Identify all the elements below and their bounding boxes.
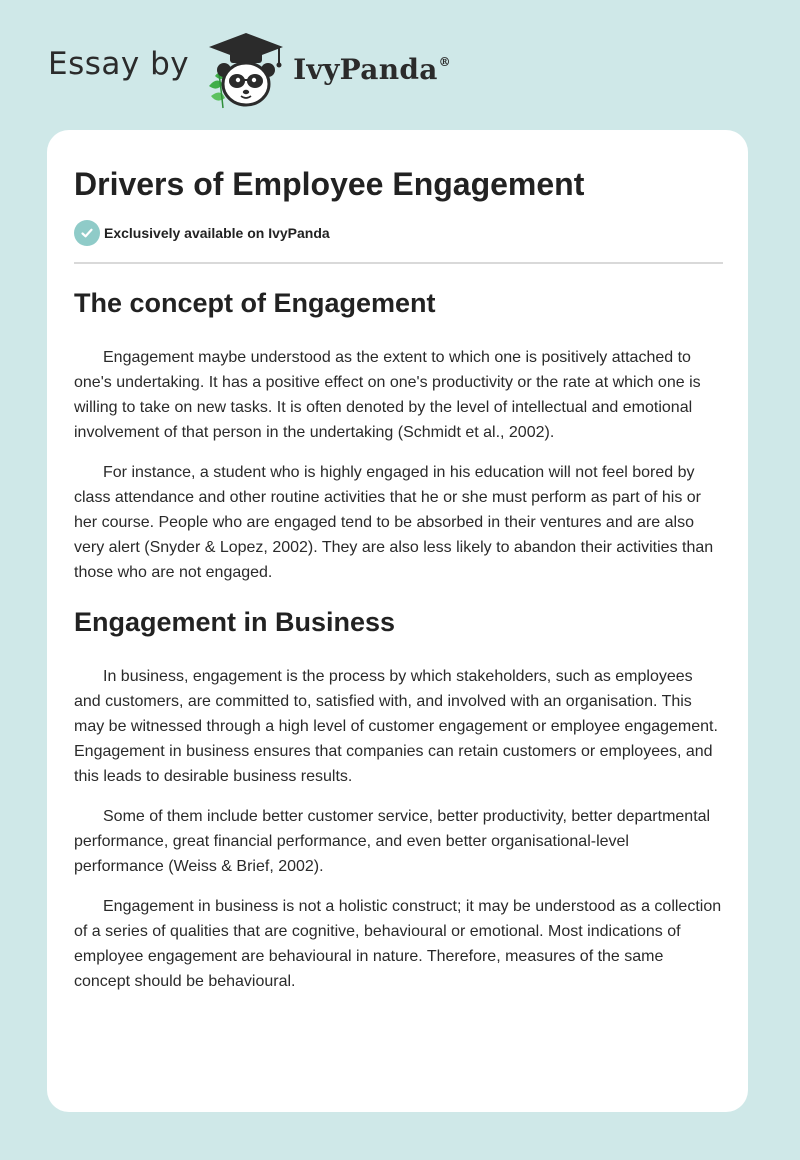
essay-card <box>47 130 748 1112</box>
ivypanda-logo-icon[interactable] <box>201 30 291 110</box>
exclusive-badge <box>74 220 723 246</box>
page-title: Drivers of Employee Engagement <box>74 166 585 202</box>
site-header <box>48 30 451 110</box>
paragraph: In business, engagement is the process by which stakeholders, such as employees and customers, are committed to, satisfied with, and involved with an organisation. This may be witnessed through a high level of customer engagement or employee engagement. Engagement in business ensures that companies can retain customers or employees, and this leads to desirable business results. <box>74 668 718 785</box>
registered-mark: ® <box>438 54 451 69</box>
essay-by-label: Essay by <box>48 46 190 82</box>
check-icon <box>74 220 100 246</box>
paragraph: For instance, a student who is highly engaged in his education will not feel bored by class attendance and other routine activities that he or she must perform as part of his or her course. People who are engaged tend to be absorbed in their ventures and are also very alert (Snyder & Lopez, 2002). They are also less likely to abandon their activities than those who are not engaged. <box>74 464 714 581</box>
brand-name[interactable]: IvyPanda® <box>293 52 451 86</box>
paragraph: Engagement maybe understood as the extent to which one is positively attached to one's undertaking. It has a positive effect on one's productivity or the rate at which one is willing to take on new tasks. It is often denoted by the level of intellectual and emotional involvement of that person in the undertaking (Schmidt et al., 2002). <box>74 349 701 441</box>
paragraph: Some of them include better customer service, better productivity, better departmental performance, great financial performance, and even better organisational-level performance (Weiss & Brief, 2002). <box>74 808 711 875</box>
section-heading-concept: The concept of Engagement <box>74 288 436 318</box>
exclusive-badge-label: Exclusively available on IvyPanda <box>104 225 330 241</box>
paragraph: Engagement in business is not a holistic construct; it may be understood as a collection of a series of qualities that are cognitive, behavioural or emotional. Most indications of employee engagement are behavioural in nature. Therefore, measures of the same concept should be behavioural. <box>74 898 722 990</box>
divider <box>74 262 723 264</box>
essay-content <box>74 164 723 994</box>
section-heading-business: Engagement in Business <box>74 607 396 637</box>
